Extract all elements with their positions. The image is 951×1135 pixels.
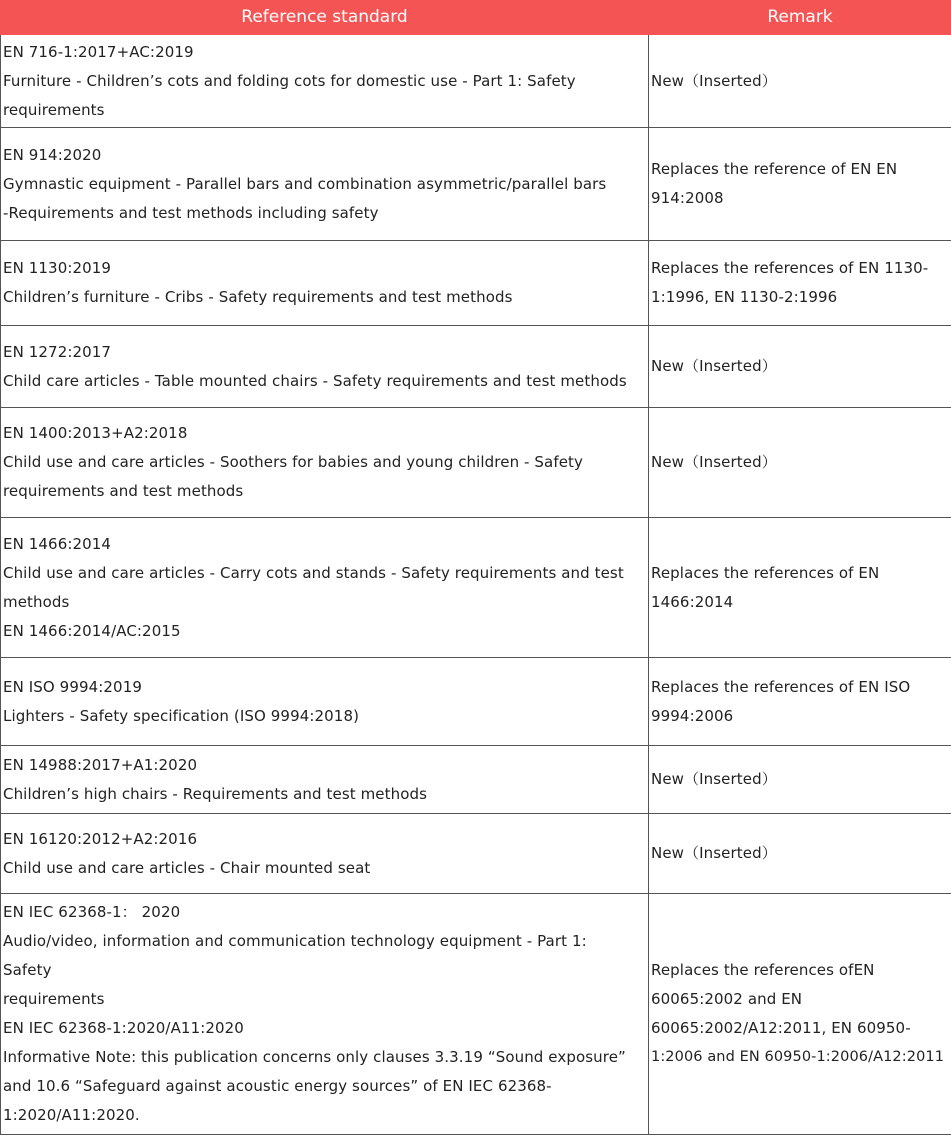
- remark-line: 914:2008: [651, 184, 949, 213]
- reference-standard-cell: [1, 128, 649, 241]
- remark-cell: [649, 408, 951, 518]
- remark-line: Replaces the references of EN ISO: [651, 673, 949, 702]
- remark-line: Replaces the references ofEN: [651, 956, 949, 985]
- remark-line: 60065:2002 and EN: [651, 985, 949, 1014]
- remark-line: 9994:2006: [651, 702, 949, 731]
- remark-line: New（Inserted）: [651, 67, 949, 96]
- reference-standard-line: Audio/video, information and communication technology equipment - Part 1:: [3, 927, 646, 956]
- remark-cell: [649, 814, 951, 894]
- reference-standard-line: Furniture - Children’s cots and folding cots for domestic use - Part 1: Safety: [3, 67, 646, 96]
- reference-standard-line: Informative Note: this publication concerns only clauses 3.3.19 “Sound exposure”: [3, 1043, 646, 1072]
- reference-standard-cell: [1, 408, 649, 518]
- reference-standard-line: Child use and care articles - Carry cots and stands - Safety requirements and test: [3, 559, 646, 588]
- table-row: [1, 128, 951, 241]
- remark-line: 1:2006 and EN 60950-1:2006/A12:2011: [651, 1043, 949, 1072]
- table-row: [1, 35, 951, 128]
- remark-cell: [649, 35, 951, 128]
- remark-cell: [649, 241, 951, 326]
- reference-standard-line: Gymnastic equipment - Parallel bars and combination asymmetric/parallel bars: [3, 170, 646, 199]
- reference-standard-line: EN 1400:2013+A2:2018: [3, 419, 646, 448]
- table-row: [1, 814, 951, 894]
- reference-standard-line: requirements: [3, 96, 646, 125]
- reference-standard-line: Child use and care articles - Soothers for babies and young children - Safety: [3, 448, 646, 477]
- remark-line: New（Inserted）: [651, 448, 949, 477]
- reference-standard-line: Children’s furniture - Cribs - Safety requirements and test methods: [3, 283, 646, 312]
- reference-standard-cell: [1, 814, 649, 894]
- remark-line: New（Inserted）: [651, 839, 949, 868]
- remark-line: 1:1996, EN 1130-2:1996: [651, 283, 949, 312]
- remark-line: 1466:2014: [651, 588, 949, 617]
- remark-line: New（Inserted）: [651, 352, 949, 381]
- reference-standard-line: Children’s high chairs - Requirements and test methods: [3, 780, 646, 809]
- table-row: [1, 408, 951, 518]
- remark-line: 60065:2002/A12:2011, EN 60950-: [651, 1014, 949, 1043]
- reference-standard-line: EN 716-1:2017+AC:2019: [3, 38, 646, 67]
- remark-line: New（Inserted）: [651, 765, 949, 794]
- reference-standard-cell: [1, 746, 649, 814]
- reference-standard-line: 1:2020/A11:2020.: [3, 1101, 646, 1130]
- reference-standard-line: EN 1130:2019: [3, 254, 646, 283]
- remark-cell: [649, 746, 951, 814]
- table-row: [1, 894, 951, 1135]
- remark-cell: [649, 658, 951, 746]
- reference-standard-line: Child use and care articles - Chair mounted seat: [3, 854, 646, 883]
- table-row: [1, 326, 951, 408]
- reference-standard-line: Safety: [3, 956, 646, 985]
- reference-standard-line: EN ISO 9994:2019: [3, 673, 646, 702]
- reference-standard-cell: [1, 894, 649, 1135]
- reference-standard-line: EN 914:2020: [3, 141, 646, 170]
- remark-cell: [649, 894, 951, 1135]
- table-body: [1, 35, 951, 1135]
- remark-cell: [649, 518, 951, 658]
- reference-standard-line: EN 1466:2014: [3, 530, 646, 559]
- reference-standard-line: and 10.6 “Safeguard against acoustic energy sources” of EN IEC 62368-: [3, 1072, 646, 1101]
- table-row: [1, 518, 951, 658]
- reference-standard-line: Lighters - Safety specification (ISO 9994:2018): [3, 702, 646, 731]
- reference-standard-cell: [1, 326, 649, 408]
- reference-standard-line: EN 14988:2017+A1:2020: [3, 751, 646, 780]
- reference-standard-line: EN IEC 62368-1： 2020: [3, 898, 646, 927]
- reference-standard-line: methods: [3, 588, 646, 617]
- reference-standard-line: EN IEC 62368-1:2020/A11:2020: [3, 1014, 646, 1043]
- reference-standard-cell: [1, 658, 649, 746]
- reference-standard-line: EN 1466:2014/AC:2015: [3, 617, 646, 646]
- remark-cell: [649, 128, 951, 241]
- remark-line: Replaces the reference of EN EN: [651, 155, 949, 184]
- remark-cell: [649, 326, 951, 408]
- header-remark: Remark: [649, 1, 951, 35]
- reference-standard-cell: [1, 241, 649, 326]
- reference-standard-line: Child care articles - Table mounted chairs - Safety requirements and test methods: [3, 367, 646, 396]
- table-header-row: [1, 1, 951, 35]
- reference-standard-cell: [1, 518, 649, 658]
- reference-standard-line: -Requirements and test methods including safety: [3, 199, 646, 228]
- header-reference-standard: Reference standard: [1, 1, 649, 35]
- reference-standard-line: EN 16120:2012+A2:2016: [3, 825, 646, 854]
- reference-standard-cell: [1, 35, 649, 128]
- table-row: [1, 746, 951, 814]
- remark-line: Replaces the references of EN 1130-: [651, 254, 949, 283]
- reference-standard-line: requirements and test methods: [3, 477, 646, 506]
- remark-line: Replaces the references of EN: [651, 559, 949, 588]
- table-row: [1, 241, 951, 326]
- reference-standard-line: requirements: [3, 985, 646, 1014]
- table-row: [1, 658, 951, 746]
- reference-standard-line: EN 1272:2017: [3, 338, 646, 367]
